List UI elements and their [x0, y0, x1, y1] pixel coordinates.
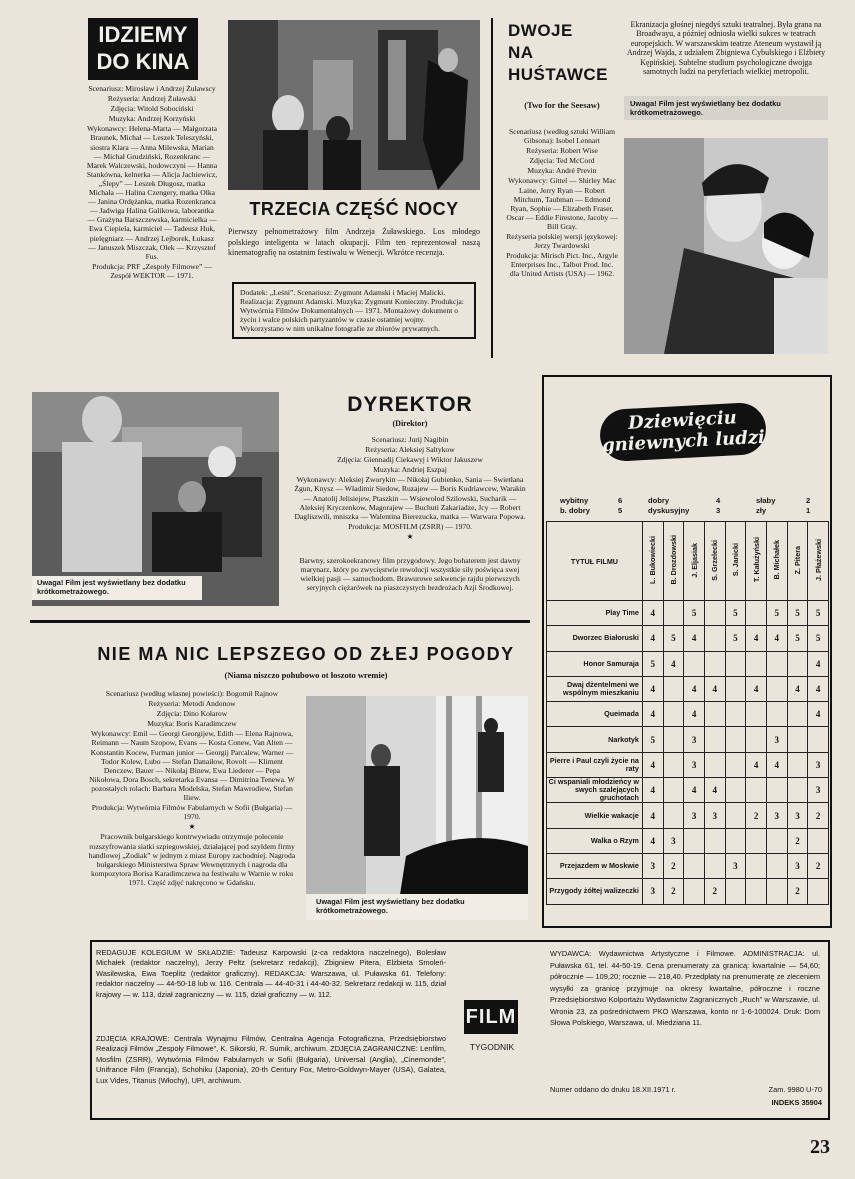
credit-line: Scenariusz (według własnej powieści): Bogomił Rajnow	[105, 689, 279, 698]
critic-name: J. Płażewski	[813, 539, 823, 581]
film-title: Dworzec Białoruski	[547, 626, 643, 651]
score-cell	[746, 601, 767, 626]
score-cell: 2	[663, 853, 684, 878]
score-cell: 4	[704, 778, 725, 803]
critic-header	[663, 522, 684, 601]
credit-line: Muzyka: Andriej Eszpaj	[373, 465, 447, 475]
score-cell	[725, 727, 746, 752]
pogoda-credits	[88, 689, 296, 888]
score-cell: 3	[766, 727, 787, 752]
legend-label: słaby	[756, 496, 776, 505]
trzecia-box-text: Dodatek: „Leśni”. Scenariusz: Zygmunt Adamski i Maciej Malicki. Realizacja: Zygmunt Adamski. Muzyka: Zygmunt Konieczny. Produkcja: Wytwórnia Filmów Dokumentalnych — 1971. Montażowy dokument o życiu i walce polskich partyzantów w czasie ostatniej wojny. Wykorzystano w nim unikalne fotografie ze zbiorów prywatnych.	[240, 288, 464, 334]
score-cell: 3	[766, 803, 787, 828]
score-cell	[663, 702, 684, 727]
score-cell	[725, 651, 746, 676]
score-cell	[787, 752, 808, 777]
score-cell: 4	[808, 651, 829, 676]
score-cell	[725, 778, 746, 803]
score-cell: 5	[684, 601, 705, 626]
score-cell	[704, 626, 725, 651]
critic-header	[787, 522, 808, 601]
score-cell: 5	[766, 601, 787, 626]
score-cell: 4	[684, 626, 705, 651]
score-cell: 2	[663, 879, 684, 904]
credit-line: Reżyseria: Robert Wise	[526, 146, 598, 156]
ratings-row	[547, 853, 829, 878]
dwoje-credits	[506, 127, 618, 280]
footer-indeks: INDEKS 35904	[771, 1098, 822, 1107]
score-cell: 5	[787, 626, 808, 651]
film-title: Dwaj dżentelmeni we wspólnym mieszkaniu	[547, 676, 643, 701]
score-cell	[787, 702, 808, 727]
score-cell	[746, 651, 767, 676]
score-cell	[725, 879, 746, 904]
score-cell	[766, 651, 787, 676]
score-cell: 4	[766, 626, 787, 651]
credit-line: Wykonawcy: Gittel — Shirley Mac Laine, Jerry Ryan — Robert Mitchum, Taubman — Edmond Ryan, Sophie — Elizabeth Fraser, Oscar — Eddie Firestone, Jacoby — Bill Gray.	[506, 176, 618, 231]
column-logo-line2: DO KINA	[96, 49, 190, 74]
footer-zdjecia: ZDJĘCIA KRAJOWE: Centrala Wynajmu Filmów, Centralna Agencja Fotograficzna, Przedsiębiorstwo Realizacji Filmów „Zespoły Filmowe”, K. Sikorski, R. Sumik, archiwum. ZDJĘCIA ZAGRANICZNE: Lenfilm, Mosfilm (ZSRR), Wytwórnia Filmów Fabularnych w Sofii (Bułgaria), Universal (Anglia), „Cinemonde”, Unifrance Film (Francja), Schohiku (Japonia), 20-th Century Fox, Metro-Goldwyn-Mayer (USA), Galatea, Lux Vides, Titanus (Włochy), UPI, archiwum.	[96, 1034, 446, 1085]
score-cell	[746, 702, 767, 727]
score-cell: 3	[642, 879, 663, 904]
score-cell: 3	[684, 727, 705, 752]
pogoda-title: NIE MA NIC LEPSZEGO OD ZŁEJ POGODY	[97, 644, 515, 664]
credit-line: Zdjęcia: Giennadij Ciekawyj i Wiktor Jakuszew	[337, 455, 483, 465]
ratings-row	[547, 601, 829, 626]
score-cell	[663, 601, 684, 626]
critic-name: L. Bukowiecki	[648, 536, 658, 584]
header-title-text: TYTUŁ FILMU	[570, 556, 618, 566]
legend-label: zły	[756, 505, 767, 515]
trzecia-box	[232, 282, 476, 339]
score-cell	[725, 752, 746, 777]
score-cell: 5	[642, 727, 663, 752]
pogoda-body: Pracownik bułgarskiego kontrwywiadu otrzymuje polecenie rozszyfrowania siatki szpiegowskiej, działającej pod szyldem firmy handlowej „Zodiak” w jednym z miast Europy zachodniej. Nagroda bułgarskiego Ministerstwa Spraw Wewnętrznych i nagroda dla kompozytora Borisa Karadimczewa na festiwalu w Warnie w roku 1971. Część zdjęć nakręcono w Gdańsku.	[88, 832, 296, 887]
pogoda-note: Uwaga! Film jest wyświetlany bez dodatku krótkometrażowego.	[306, 894, 528, 920]
film-title: Play Time	[547, 601, 643, 626]
critic-header	[746, 522, 767, 601]
divider	[491, 18, 493, 358]
dwoje-title	[508, 20, 618, 86]
score-cell	[684, 651, 705, 676]
score-cell	[787, 727, 808, 752]
score-cell: 4	[642, 828, 663, 853]
ratings-legend	[560, 496, 822, 515]
score-cell	[704, 651, 725, 676]
credit-line: Scenariusz (według sztuki William Gibsona): Isobel Lennart	[508, 127, 616, 146]
dwoje-title-line: HUŚTAWCE	[508, 65, 609, 84]
score-cell: 3	[704, 803, 725, 828]
critic-name: Z. Pitera	[792, 545, 802, 575]
score-cell: 4	[684, 778, 705, 803]
ratings-row	[547, 879, 829, 904]
score-cell: 3	[684, 752, 705, 777]
film-title: Przejazdem w Moskwie	[547, 853, 643, 878]
credit-line: Produkcja: Wytwórnia Filmów Fabularnych w Sofii (Bułgaria) — 1970.	[91, 803, 293, 822]
score-cell: 4	[642, 601, 663, 626]
credit-line: Produkcja: MOSFILM (ZSRR) — 1970.	[348, 521, 472, 531]
film-title: Honor Samuraja	[547, 651, 643, 676]
legend-label: wybitny	[560, 496, 589, 505]
ratings-row	[547, 702, 829, 727]
score-cell: 5	[787, 601, 808, 626]
credit-line: Wykonawcy: Helena-Marta — Małgorzata Braunek, Michał — Leszek Teleszyński, siostra Klara — Anna Milewska, Marian — Michał Grudziński, Rozenkranc — Marek Walczewski, hodowczyni — Hanna Stankówna, kelnerka — Alicja Jachiewicz, „Ślepy” — Leszek Długosz, matka Michała — Halina Czengery, matka Olka — Janina Ordężanka, matka Rozenkranca — Jadwiga Halina Galikowa, laborantka — Grażyna Barszczewska, karmicielka — Ewa Ciepiela, karmiciel — Tadeusz Huk, pielęgniarz — Andrzej Lejborek, Łukasz — Januszek Miszczak, Olek — Krzysztof Fus.	[86, 124, 218, 261]
score-cell: 3	[808, 752, 829, 777]
credit-line: Muzyka: Andrzej Korzyński	[108, 114, 196, 124]
footer-zam: Zam. 9980 U-70	[768, 1085, 822, 1094]
credit-line: Muzyka: Boris Karadimczew	[147, 719, 237, 729]
score-cell	[704, 601, 725, 626]
score-cell: 4	[642, 752, 663, 777]
score-cell: 3	[787, 853, 808, 878]
score-cell: 3	[684, 803, 705, 828]
score-cell	[808, 879, 829, 904]
dwoje-title-line: NA	[508, 43, 534, 62]
score-cell	[704, 702, 725, 727]
score-cell: 4	[787, 676, 808, 701]
critic-name: T. Kałużyński	[751, 537, 761, 583]
footer-redakcja: REDAGUJE KOLEGIUM W SKŁADZIE: Tadeusz Karpowski (z-ca redaktora naczelnego), Bolesław Michałek (redaktor naczelny), Jerzy Peltz (sekretarz redakcji), Zbigniew Pitera, Elżbieta Smoleń-Wasilewska, Ewa Toeplitz (redaktor graficzny). REDAKCJA: Warszawa, ul. Puławska 61. Telefony: redaktor naczelny — 44-50-18 lub w. 116. Centrala — 44-40-31 i 44-40-32. Sekretarz redakcji w. 115, dział krajowy — w. 113, dział zagraniczny — w. 115, dział graficzny — w. 112.	[96, 948, 446, 999]
score-cell	[746, 828, 767, 853]
trzecia-photo	[228, 20, 480, 190]
ratings-logo-line2: gniewnych ludzi	[601, 426, 766, 457]
score-cell: 5	[725, 601, 746, 626]
ratings-row	[547, 828, 829, 853]
dwoje-original: (Two for the Seesaw)	[524, 100, 600, 110]
score-cell	[725, 803, 746, 828]
ratings-header-row	[547, 522, 829, 601]
column-logo	[88, 18, 198, 80]
critic-header	[684, 522, 705, 601]
score-cell	[766, 702, 787, 727]
score-cell	[787, 651, 808, 676]
score-cell	[704, 752, 725, 777]
critic-header	[642, 522, 663, 601]
star-separator: ★	[406, 531, 414, 541]
legend-value: 5	[618, 505, 623, 515]
film-title: Przygody żółtej walizeczki	[547, 879, 643, 904]
credit-line: Produkcja: Mirisch Pict. Inc., Argyle Enterprises Inc., Talbot Prod. Inc. dla United Artists (USA) — 1962.	[506, 251, 618, 279]
score-cell	[766, 879, 787, 904]
score-cell: 4	[684, 676, 705, 701]
score-cell: 3	[787, 803, 808, 828]
credit-line: Muzyka: André Previn	[527, 166, 597, 176]
film-logo	[464, 1000, 518, 1034]
score-cell	[766, 778, 787, 803]
score-cell: 4	[642, 676, 663, 701]
credit-line: Wykonawcy: Aleksiej Zworykin — Nikołaj Gubienko, Sania — Swietłana Żgun, Knysz — Władimir Siedow, Ruzajew — Boris Kudriawcew, Warakin — Anatolij Jelisiejew, Ptaszkin — Wsiewołod Szilowski, Sucharik — Aleksiej Kryczenkow, Magorajew — Buchuti Zakariadze, Jcy — Robert Dagliszwili, mniszka — Walentina Bierezucka, matka — Warwara Popowa.	[294, 475, 526, 521]
credit-line: Reżyseria: Aleksiej Saltykow	[365, 445, 455, 455]
score-cell	[746, 879, 767, 904]
critic-header	[725, 522, 746, 601]
critic-name: S. Grzelecki	[710, 539, 720, 581]
film-title: Pierre i Paul czyli życie na raty	[547, 752, 643, 777]
critic-name: B. Drozdowski	[668, 535, 678, 585]
score-cell: 4	[766, 752, 787, 777]
ratings-row	[547, 803, 829, 828]
critic-header	[704, 522, 725, 601]
ratings-logo-line1: Dziewięciu	[627, 407, 738, 434]
score-cell: 4	[642, 778, 663, 803]
score-cell: 5	[808, 626, 829, 651]
score-cell: 2	[787, 828, 808, 853]
score-cell: 2	[808, 803, 829, 828]
critic-name: B. Michałek	[772, 540, 782, 580]
ratings-row	[547, 727, 829, 752]
score-cell	[663, 778, 684, 803]
ratings-header-title	[547, 522, 643, 601]
score-cell: 4	[746, 676, 767, 701]
dyrektor-credits	[292, 435, 528, 542]
film-title: Wielkie wakacje	[547, 803, 643, 828]
score-cell	[725, 828, 746, 853]
ratings-row	[547, 651, 829, 676]
score-cell	[704, 727, 725, 752]
legend-label: b. dobry	[560, 505, 590, 515]
score-cell	[684, 828, 705, 853]
score-cell: 3	[808, 778, 829, 803]
column-logo-line1: IDZIEMY	[98, 22, 188, 47]
score-cell: 2	[808, 853, 829, 878]
critic-name: J. Eljasiak	[689, 542, 699, 578]
legend-value: 2	[806, 496, 811, 505]
credit-line: Scenariusz: Mirosław i Andrzej Żuławscy	[88, 84, 216, 93]
legend-label: dyskusyjny	[648, 505, 690, 515]
score-cell: 4	[746, 626, 767, 651]
score-cell	[808, 727, 829, 752]
legend-value: 4	[716, 496, 721, 505]
score-cell	[704, 853, 725, 878]
ratings-table	[546, 521, 829, 905]
trzecia-body: Pierwszy pełnometrażowy film Andrzeja Żuławskiego. Los młodego polskiego inteligenta w latach okupacji. Film ten reprezentował naszą kinematografię na ostatnim festiwalu w Wenecji. Wkrótce recenzja.	[228, 227, 480, 257]
dwoje-title-line: DWOJE	[508, 21, 573, 40]
score-cell: 5	[663, 626, 684, 651]
score-cell: 3	[642, 853, 663, 878]
ratings-row	[547, 752, 829, 777]
credit-line: Reżyseria: Andrzej Żuławski	[107, 94, 197, 104]
film-title: Queimada	[547, 702, 643, 727]
score-cell	[725, 676, 746, 701]
legend-row	[560, 506, 822, 516]
credit-line: Reżyseria polskiej wersji językowej: Jerzy Twardowski	[506, 232, 618, 251]
ratings-row	[547, 676, 829, 701]
credit-line: Zdjęcia: Ted McCord	[529, 156, 595, 166]
dyrektor-note: Uwaga! Film jest wyświetlany bez dodatku krótkometrażowego.	[32, 576, 202, 600]
score-cell	[663, 727, 684, 752]
footer-numer: Numer oddano do druku 18.XII.1971 r.	[550, 1085, 676, 1094]
legend-value: 1	[806, 505, 811, 515]
score-cell: 4	[663, 651, 684, 676]
score-cell: 5	[642, 651, 663, 676]
score-cell	[663, 803, 684, 828]
critic-header	[766, 522, 787, 601]
dyrektor-photo	[32, 392, 279, 606]
score-cell	[704, 828, 725, 853]
dyrektor-original: (Direktor)	[392, 419, 428, 428]
score-cell	[787, 778, 808, 803]
legend-row	[560, 496, 822, 506]
score-cell: 4	[642, 626, 663, 651]
credit-line: Wykonawcy: Emil — Georgi Georgijew, Edith — Elena Rajnowa, Reimann — Naum Szopow, Evans — Kosta Conew, Van Alten — Konstantin Kocew, Furman junior — Georgij Parcalew, Warner — Todor Kolew, Lubo — Stefan Danaiłow, Rovolt — Kliment Denczew, Bauer — Nikołaj Binew, Ewa Liederer — Pepa Nikołowa, Dora Bosch, sekretarka Evansa — Dimitrina Tenewa. W pozostałych rolach: Barbara Modelska, Stefan Mawrodiew, Stefan Iliew.	[89, 729, 295, 803]
score-cell: 4	[684, 702, 705, 727]
ratings-row	[547, 626, 829, 651]
dwoje-note: Uwaga! Film jest wyświetlany bez dodatku krótkometrażowego.	[624, 96, 828, 120]
score-cell: 2	[787, 879, 808, 904]
film-title: Ci wspaniali młodzieńcy w swych szalejących gruchotach	[547, 778, 643, 803]
score-cell: 4	[746, 752, 767, 777]
score-cell: 4	[808, 702, 829, 727]
score-cell: 2	[746, 803, 767, 828]
legend-label: dobry	[648, 496, 670, 505]
score-cell	[684, 879, 705, 904]
film-logo-sub: TYGODNIK	[469, 1042, 515, 1052]
score-cell	[766, 828, 787, 853]
credit-line: Reżyseria: Metodi Andonow	[148, 699, 236, 709]
pogoda-original: (Niama niszczo pohubowo ot łoszoto wremie)	[224, 670, 388, 680]
star-separator: ★	[188, 822, 196, 832]
score-cell	[766, 853, 787, 878]
score-cell	[766, 676, 787, 701]
credit-line: Zdjęcia: Dino Kołarow	[156, 709, 228, 719]
divider	[30, 620, 530, 623]
score-cell: 4	[704, 676, 725, 701]
score-cell: 4	[808, 676, 829, 701]
film-logo-text: FILM	[465, 1006, 517, 1028]
credit-line: Produkcja: PRF „Zespoły Filmowe” — Zespół WEKTOR — 1971.	[92, 261, 212, 280]
credit-line: Zdjęcia: Witold Sobociński	[110, 104, 194, 114]
pogoda-photo	[306, 696, 528, 920]
footer-wydawca: WYDAWCA: Wydawnictwa Artystyczne i Filmowe. ADMINISTRACJA: ul. Puławska 61, tel. 44-50-19. Cena prenumeraty za granicą: kwartalnie — 54,60; półrocznie — 109,20; rocznie — 218,40. Przedpłaty na prenumeratę ze zleceniem wysyłki za granicę przyjmuje na okresy kwartalne, półroczne i roczne Przedsiębiorstwo Kolportażu Wydawnictw Zagranicznych „Ruch” w Warszawie, ul. Wronia 23, za pośrednictwem PKO Warszawa, konto nr 1-6-100024. Druk: Dom Słowa Polskiego, Warszawa, ul. Miedziana 11.	[550, 949, 820, 1027]
film-title: Walka o Rzym	[547, 828, 643, 853]
page-number: 23	[810, 1136, 830, 1158]
dwoje-body: Ekranizacja głośnej niegdyś sztuki teatralnej. Była grana na Broadwayu, a później odniosła wielki sukces w teatrach europejskich. W warszawskim teatrze Ateneum wystawił ją Andrzej Wajda, z udziałem Zbigniewa Cybulskiego i Elżbiety Kępińskiej. Subtelne studium psychologiczne dwojga samotnych ludzi na peryferiach wielkiej metropolii.	[626, 20, 826, 77]
trzecia-title: TRZECIA CZĘŚĆ NOCY	[249, 199, 459, 219]
score-cell	[746, 727, 767, 752]
score-cell	[684, 853, 705, 878]
dwoje-photo	[624, 138, 828, 354]
credit-line: Scenariusz: Jurij Nagibin	[371, 435, 449, 444]
score-cell: 4	[642, 702, 663, 727]
score-cell	[746, 778, 767, 803]
score-cell: 5	[808, 601, 829, 626]
score-cell: 3	[725, 853, 746, 878]
score-cell: 5	[725, 626, 746, 651]
ratings-logo	[599, 402, 767, 463]
score-cell	[725, 702, 746, 727]
critic-header	[808, 522, 829, 601]
dyrektor-body: Barwny, szerokoekranowy film przygodowy. Jego bohaterem jest dawny marynarz, który po zwycięstwie rewolucji wszystkie siły poświęca swej wielkiej pasji — samochodom. Brawurowe sekwencje rajdu pierwszych seryjnych ciężarówek na piaszczystych bezdrożach Azji Środkowej.	[299, 556, 521, 593]
score-cell	[808, 828, 829, 853]
score-cell	[663, 752, 684, 777]
trzecia-credits	[86, 84, 218, 281]
score-cell	[663, 676, 684, 701]
score-cell: 3	[663, 828, 684, 853]
film-title: Narkotyk	[547, 727, 643, 752]
critic-name: S. Janicki	[730, 543, 740, 577]
legend-value: 6	[618, 496, 623, 505]
legend-value: 3	[716, 505, 721, 515]
score-cell: 2	[704, 879, 725, 904]
dyrektor-title: DYREKTOR	[347, 393, 473, 416]
score-cell: 4	[642, 803, 663, 828]
score-cell	[746, 853, 767, 878]
ratings-row	[547, 778, 829, 803]
